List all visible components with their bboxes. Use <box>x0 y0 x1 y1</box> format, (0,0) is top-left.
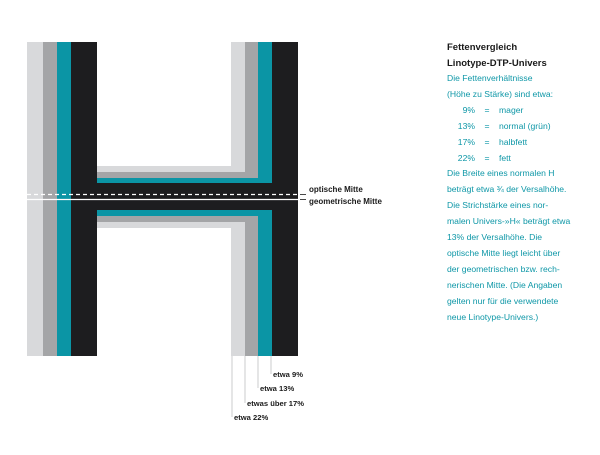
sidebar-body <box>447 71 597 326</box>
callout-w13: etwa 13% <box>260 384 295 393</box>
weight-label: normal (grün) <box>499 120 551 131</box>
weight-label: mager <box>499 104 524 115</box>
weight-equals: = <box>484 136 490 147</box>
weight-row-normal <box>447 119 597 135</box>
weight-equals: = <box>484 152 490 163</box>
weight-value: 17% <box>457 136 475 147</box>
body-line: malen Univers-»H« beträgt etwa <box>447 216 571 227</box>
subtitle-line: Linotype-DTP-Univers <box>447 58 547 69</box>
intro-line: Die Fettenverhältnisse <box>447 73 533 83</box>
intro-line: (Höhe zu Stärke) sind etwa: <box>447 88 554 99</box>
body-line: optische Mitte liegt leicht über <box>447 247 561 258</box>
body-line: der geometrischen bzw. rech- <box>447 263 560 274</box>
body-line: 13% der Versalhöhe. Die <box>447 232 543 243</box>
body-line: Die Breite eines normalen H <box>447 168 555 179</box>
body-line: Die Strichstärke eines nor- <box>447 200 549 211</box>
body-line: neue Linotype-Univers.) <box>447 311 539 322</box>
title-line: Fettenvergleich <box>447 42 518 53</box>
body-line: beträgt etwa ¾ der Versalhöhe. <box>447 184 567 195</box>
weight-row-fett <box>447 151 597 167</box>
weight-row-halbfett <box>447 135 597 151</box>
weight-label: fett <box>499 152 511 163</box>
sidebar-title <box>447 40 597 72</box>
body-line: gelten nur für die verwendete <box>447 295 559 306</box>
weight-equals: = <box>484 120 490 131</box>
weight-value: 9% <box>462 104 475 115</box>
geometric-center-label: geometrische Mitte <box>309 197 382 206</box>
weight-row-mager <box>447 103 597 119</box>
body-line: nerischen Mitte. (Die Angaben <box>447 279 563 290</box>
weight-value: 22% <box>457 152 475 163</box>
weight-label: halbfett <box>499 136 528 147</box>
weight-equals: = <box>484 104 490 115</box>
optical-center-label: optische Mitte <box>309 185 363 194</box>
callout-w22: etwa 22% <box>234 413 269 422</box>
callout-w9: etwa 9% <box>273 370 303 379</box>
callout-w17: etwas über 17% <box>247 399 304 408</box>
h-black-crossbar <box>97 183 272 210</box>
weight-value: 13% <box>457 120 475 131</box>
